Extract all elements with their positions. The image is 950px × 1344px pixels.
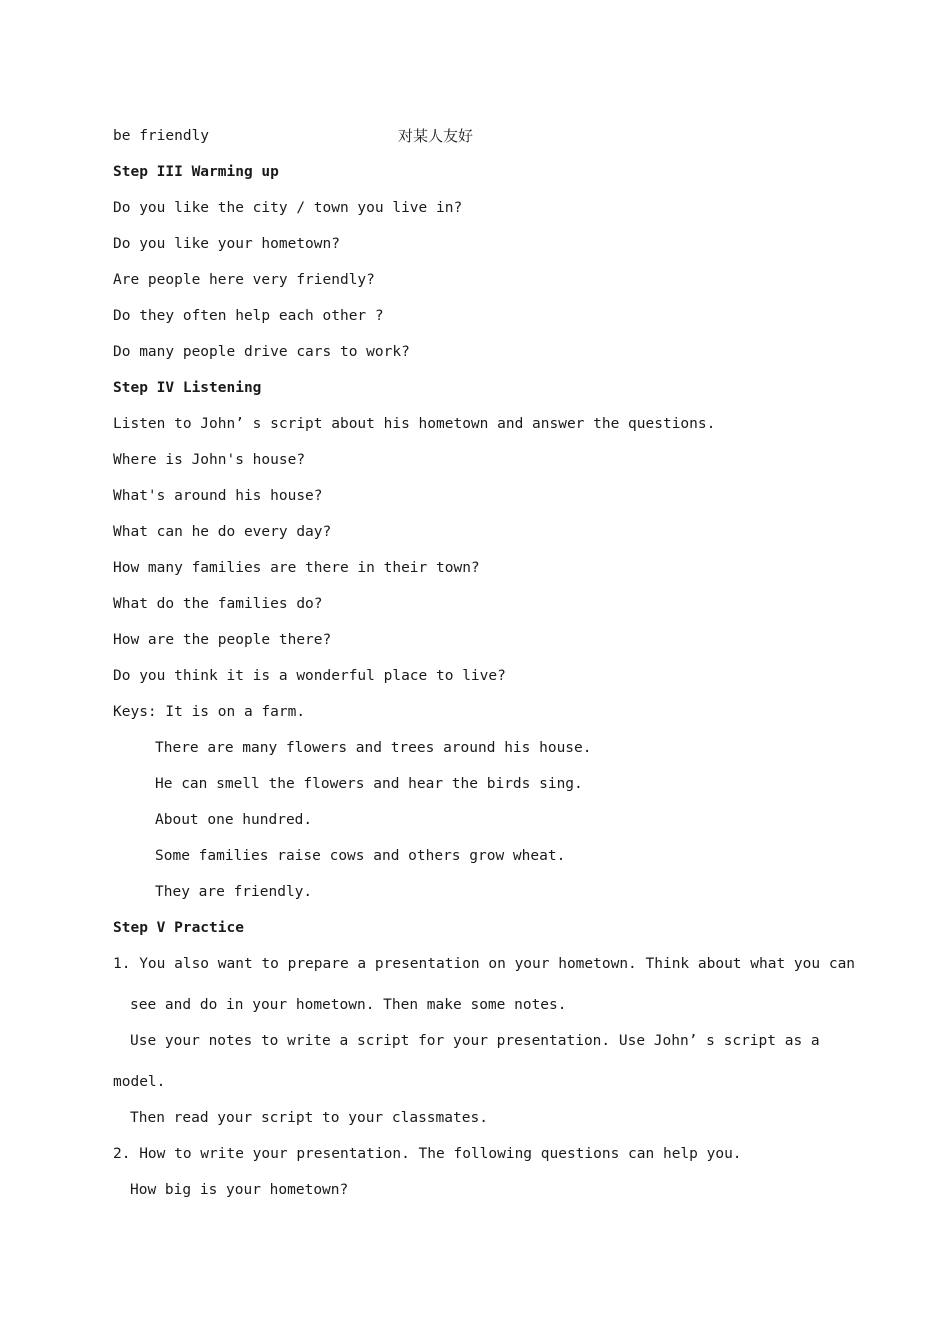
step5-item2-line: How big is your hometown?: [130, 1182, 349, 1198]
step5-item1-line: model.: [113, 1074, 166, 1090]
vocab-chinese: 对某人友好: [398, 127, 474, 145]
step4-key: Some families raise cows and others grow wheat.: [155, 848, 566, 864]
step4-key: He can smell the flowers and hear the birds sing.: [155, 776, 583, 792]
step4-question: Do you think it is a wonderful place to live?: [113, 668, 506, 684]
step4-question: What's around his house?: [113, 488, 323, 504]
step4-heading: Step IV Listening: [113, 380, 262, 396]
step5-item1-line: 1. You also want to prepare a presentation on your hometown. Think about what you can: [113, 956, 856, 972]
step5-item1-line: see and do in your hometown. Then make some notes.: [130, 997, 567, 1013]
step4-key: They are friendly.: [155, 884, 313, 900]
step4-key: There are many flowers and trees around his house.: [155, 740, 592, 756]
step3-question: Do they often help each other ?: [113, 308, 384, 324]
step4-question: How are the people there?: [113, 632, 332, 648]
step5-item1-line: Then read your script to your classmates.: [130, 1110, 488, 1126]
step5-item1-line: Use your notes to write a script for your presentation. Use John’ s script as a: [130, 1033, 820, 1049]
step4-instruction: Listen to John’ s script about his hometown and answer the questions.: [113, 416, 716, 432]
step4-question: What do the families do?: [113, 596, 323, 612]
step3-question: Do many people drive cars to work?: [113, 344, 410, 360]
step4-keys-first: Keys: It is on a farm.: [113, 704, 306, 720]
step5-heading: Step V Practice: [113, 920, 244, 936]
step3-question: Do you like the city / town you live in?: [113, 200, 463, 216]
step3-heading: Step III Warming up: [113, 164, 279, 180]
step4-question: How many families are there in their town?: [113, 560, 480, 576]
step5-item2-line: 2. How to write your presentation. The following questions can help you.: [113, 1146, 742, 1162]
step4-question: Where is John's house?: [113, 452, 306, 468]
step3-question: Are people here very friendly?: [113, 272, 375, 288]
step3-question: Do you like your hometown?: [113, 236, 340, 252]
step4-key: About one hundred.: [155, 812, 313, 828]
step4-question: What can he do every day?: [113, 524, 332, 540]
vocab-english: be friendly: [113, 128, 210, 144]
